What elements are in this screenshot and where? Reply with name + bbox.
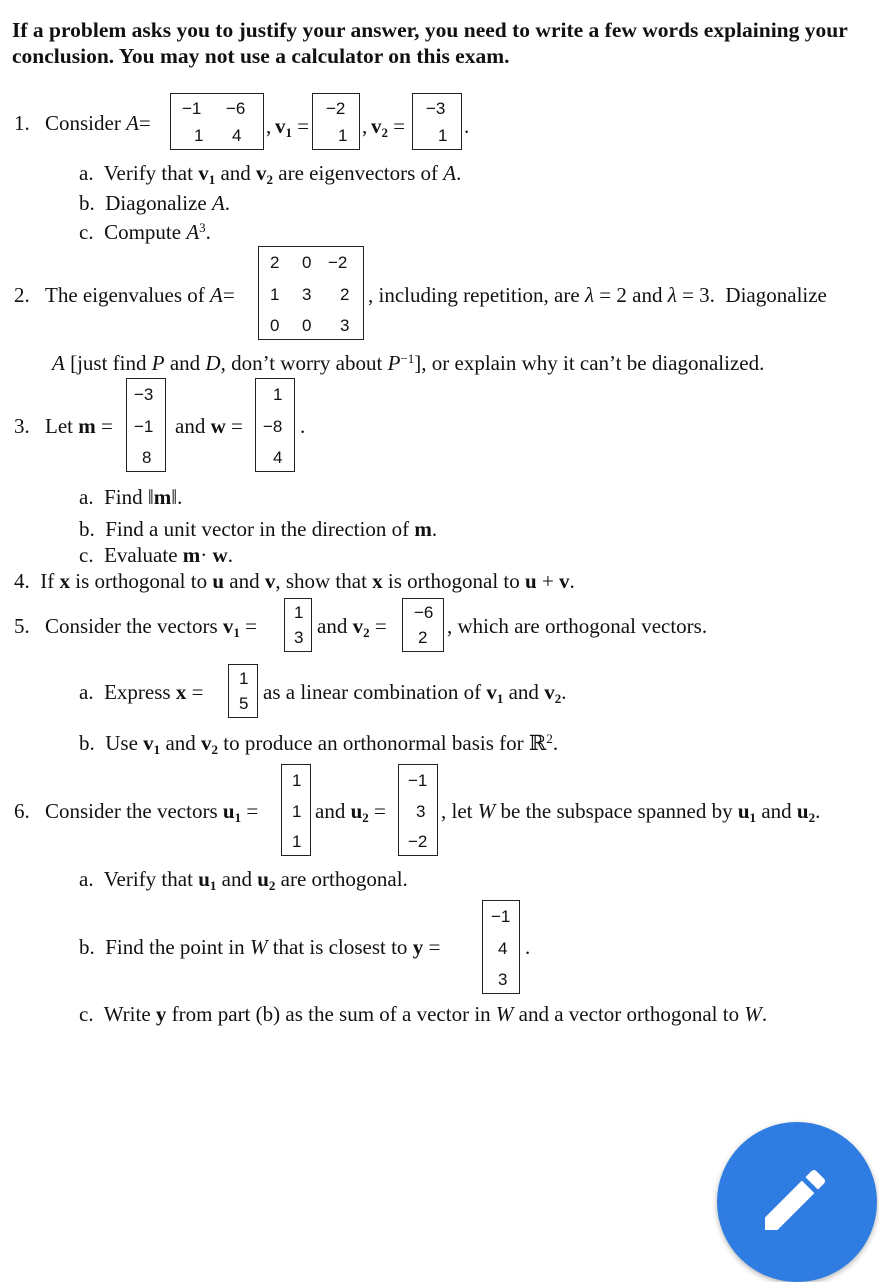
period: .: [464, 114, 470, 138]
vector-y: [482, 900, 520, 994]
problem-2-lead: The eigenvalues of A=: [45, 283, 235, 307]
part-6b-lead: b. Find the point in W that is closest to y =: [79, 935, 441, 959]
matrix-entry: 4: [498, 939, 508, 958]
part-3c: c. Evaluate m· w.: [79, 543, 233, 567]
vector-u2: [398, 764, 438, 856]
matrix-entry: −6: [226, 99, 246, 118]
vector-v2: [402, 598, 444, 652]
matrix-entry: −3: [134, 385, 154, 404]
period: .: [525, 935, 531, 959]
problem-3-mid: and w =: [175, 414, 243, 438]
problem-5-lead: Consider the vectors $v_1$ =: [45, 614, 257, 640]
matrix-entry: −1: [182, 99, 202, 118]
vector-w: [255, 378, 295, 472]
matrix-entry: 4: [273, 448, 283, 467]
matrix-entry: −6: [414, 603, 434, 622]
matrix-A3: [258, 246, 364, 340]
matrix-entry: −2: [326, 99, 346, 118]
vector-v1: [284, 598, 312, 652]
part-3b: b. Find a unit vector in the direction of m.: [79, 517, 438, 541]
part-6c: c. Write y from part (b) as the sum of a vector in W and a vector orthogonal to W.: [79, 1002, 768, 1026]
problem-3-lead: Let m =: [45, 414, 113, 438]
part-3a: a. Find ‖m‖.: [79, 485, 183, 509]
matrix-entry: −2: [328, 253, 348, 272]
vector-x: [228, 664, 258, 718]
matrix-entry: 0: [302, 316, 312, 335]
matrix-entry: 3: [302, 285, 312, 304]
matrix-entry: 3: [498, 970, 508, 989]
vector-m: [126, 378, 166, 472]
problem-1-lead: Consider A=: [45, 111, 151, 135]
comma: ,: [266, 114, 272, 138]
matrix-entry: 0: [270, 316, 280, 335]
matrix-entry: 1: [294, 603, 304, 622]
matrix-entry: 1: [270, 285, 280, 304]
v1-label: $v_1$ =: [275, 114, 310, 140]
part-1a: a. Verify that $v_1$ and $v_2$ are eigenvectors of A.: [79, 161, 462, 187]
problem-5-mid: and $v_2$ =: [317, 614, 387, 640]
part-5b: b. Use $v_1$ and $v_2$ to produce an orthonormal basis for ℝ$^2$.: [79, 730, 559, 757]
problem-6-lead: Consider the vectors $u_1$ =: [45, 799, 259, 825]
matrix-entry: 1: [273, 385, 283, 404]
matrix-entry: 4: [232, 126, 242, 145]
matrix-entry: 0: [302, 253, 312, 272]
matrix-entry: 2: [270, 253, 280, 272]
matrix-A: [170, 93, 264, 150]
instructions: [12, 17, 877, 69]
problem-6-mid: and $u_2$ =: [315, 799, 386, 825]
edit-button[interactable]: [717, 1122, 877, 1282]
matrix-entry: 1: [438, 126, 448, 145]
matrix-entry: 2: [418, 628, 428, 647]
part-6a: a. Verify that $u_1$ and $u_2$ are orthogonal.: [79, 867, 408, 893]
pencil-icon: [755, 1160, 835, 1240]
matrix-entry: −1: [491, 907, 511, 926]
matrix-entry: 5: [239, 694, 249, 713]
problem-2-line-2: A [just find P and D, don’t worry about $P^{-1}$], or explain why it can’t be diagonalized.: [52, 350, 765, 375]
problem-2-rest: , including repetition, are λ = 2 and λ = 3. Diagonalize: [368, 283, 827, 307]
matrix-entry: 1: [292, 832, 302, 851]
matrix-entry: −1: [134, 417, 154, 436]
problem-number: 3.: [14, 414, 30, 438]
problem-number: 1.: [14, 111, 30, 135]
matrix-entry: 3: [416, 802, 426, 821]
matrix-entry: 3: [340, 316, 350, 335]
problem-5-rest: , which are orthogonal vectors.: [447, 614, 708, 638]
problem-number: 6.: [14, 799, 30, 823]
matrix-entry: 1: [194, 126, 204, 145]
part-5a-rest: as a linear combination of $v_1$ and $v_2$.: [263, 680, 567, 706]
instructions-line-2: conclusion. You may not use a calculator on this exam.: [12, 44, 510, 68]
matrix-entry: −2: [408, 832, 428, 851]
vector-u1: [281, 764, 311, 856]
period: .: [300, 414, 306, 438]
matrix-entry: −8: [263, 417, 283, 436]
problem-6-rest: , let W be the subspace spanned by $u_1$ and $u_2$.: [441, 799, 821, 825]
matrix-entry: 8: [142, 448, 152, 467]
matrix-entry: −3: [426, 99, 446, 118]
problem-4: 4. If x is orthogonal to u and v, show that x is orthogonal to u + v.: [14, 569, 575, 593]
part-1b: b. Diagonalize A.: [79, 191, 231, 215]
vector-v2: [412, 93, 462, 150]
matrix-entry: 1: [338, 126, 348, 145]
part-1c: c. Compute $A^3$.: [79, 219, 211, 244]
matrix-entry: −1: [408, 771, 428, 790]
matrix-entry: 1: [292, 771, 302, 790]
matrix-entry: 3: [294, 628, 304, 647]
matrix-entry: 1: [239, 669, 249, 688]
vector-v1: [312, 93, 360, 150]
matrix-entry: 2: [340, 285, 350, 304]
part-5a-lead: a. Express x =: [79, 680, 204, 704]
matrix-entry: 1: [292, 802, 302, 821]
problem-number: 5.: [14, 614, 30, 638]
problem-number: 2.: [14, 283, 30, 307]
comma: ,: [362, 114, 368, 138]
v2-label: $v_2$ =: [371, 114, 406, 140]
instructions-line-1: If a problem asks you to justify your answer, you need to write a few words explaining your: [12, 18, 848, 42]
